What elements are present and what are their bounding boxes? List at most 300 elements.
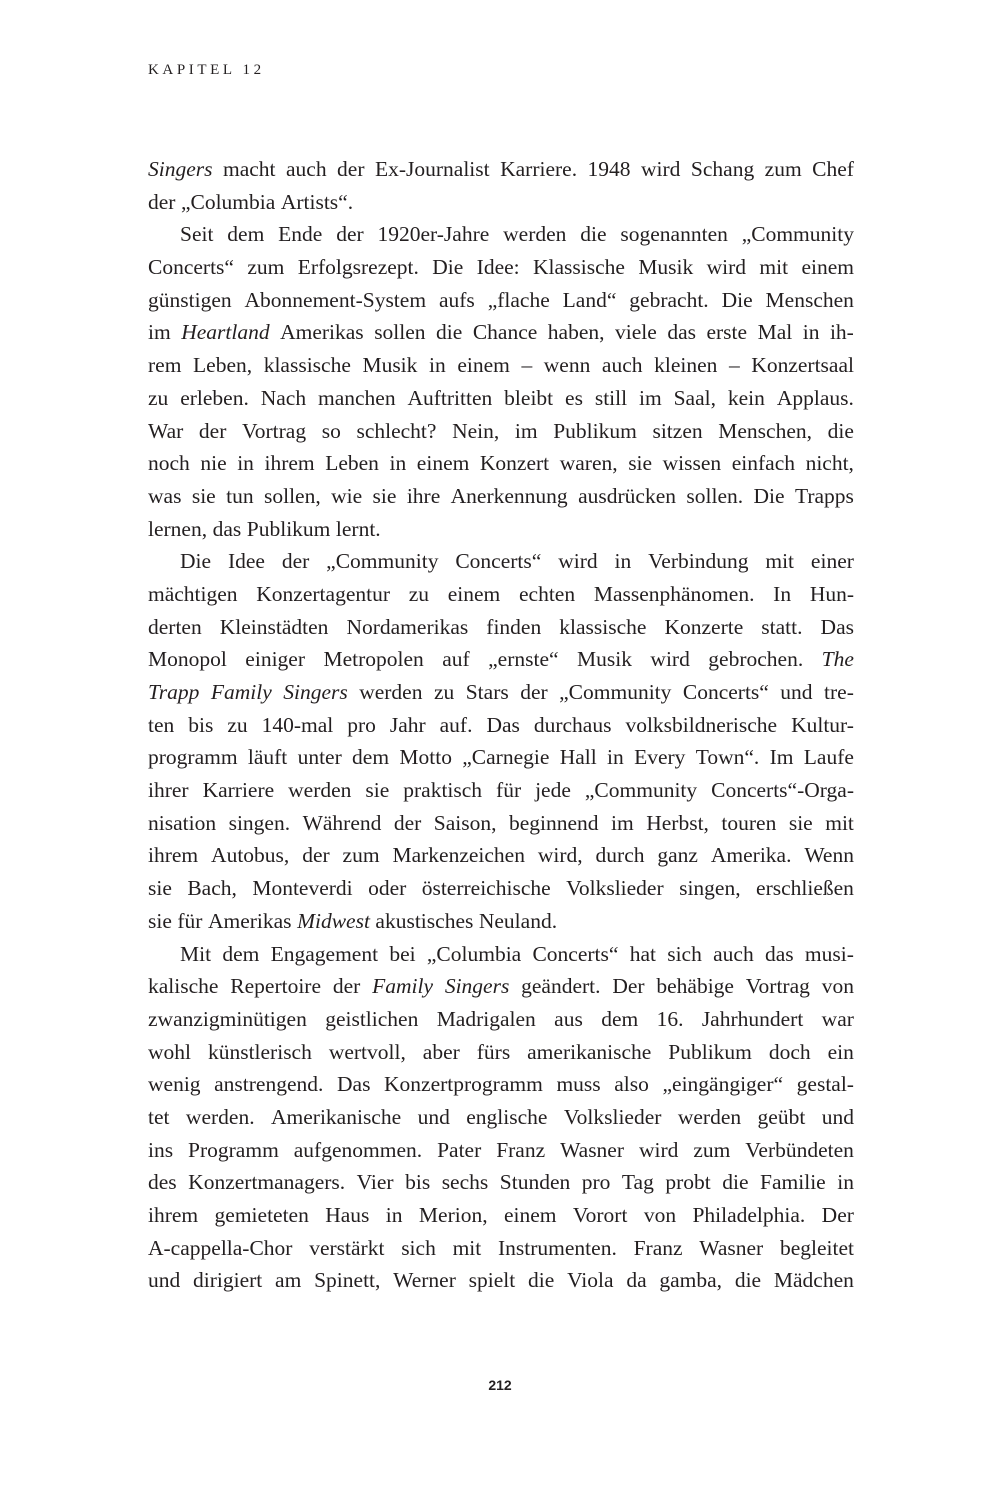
word: Verbündeten [745, 1137, 854, 1162]
word: ih- [829, 320, 854, 345]
word: ten [148, 712, 175, 737]
word: zum [764, 157, 802, 181]
word: so [321, 418, 341, 443]
word: behäbige [656, 974, 734, 999]
word: Viola [567, 1268, 614, 1293]
word: günstigen [148, 287, 232, 312]
word: ein [827, 1039, 854, 1064]
word: mit [759, 255, 789, 280]
word: Amerikas [207, 908, 292, 933]
word: Idee: [476, 255, 520, 280]
word: Franz [633, 1235, 683, 1260]
word: sollen [374, 320, 426, 345]
word: fürs [476, 1039, 511, 1064]
word: Ende [278, 222, 323, 247]
word: Die [721, 287, 753, 312]
word: Pater [437, 1137, 482, 1162]
word: Konzertagentur [256, 581, 390, 606]
word: Musik [638, 255, 694, 280]
text-line [148, 251, 854, 284]
word: Saison, [433, 810, 497, 835]
word: Instrumenten. [498, 1235, 617, 1260]
word: Publikum [246, 516, 331, 541]
word: der [281, 549, 310, 574]
word: verstärkt [309, 1235, 385, 1260]
word: Konzertprogramm [384, 1072, 543, 1097]
word: wie [331, 483, 363, 508]
word: die [827, 418, 854, 443]
word: der [198, 418, 227, 443]
word: Das [337, 1072, 371, 1097]
word: ihrem [148, 1203, 199, 1227]
word: durch [595, 843, 645, 868]
word: Bach, [187, 876, 237, 901]
text-line [148, 545, 854, 578]
word: sie [788, 810, 813, 835]
word: Publikum [668, 1039, 752, 1064]
word: Nordamerikas [346, 614, 469, 639]
word: Amerikanische [271, 1104, 402, 1129]
word: das [212, 516, 242, 541]
word: praktisch [403, 778, 483, 803]
word: das [764, 941, 794, 966]
word: wohl [148, 1039, 191, 1064]
word: der [332, 974, 361, 999]
word: die [722, 1170, 749, 1195]
word: in [614, 549, 632, 574]
word: wird [638, 1137, 679, 1162]
word: läuft [247, 745, 288, 770]
word: Der [821, 1203, 854, 1227]
word: ganz [657, 843, 698, 868]
word: dem [601, 1006, 639, 1031]
word: sechs [441, 1170, 489, 1195]
word: Mit [180, 941, 212, 966]
word: nicht, [805, 451, 854, 476]
text-line [148, 938, 854, 971]
word: dem [352, 745, 390, 770]
word: in [802, 320, 820, 345]
word: für [496, 778, 522, 803]
word: Applaus. [776, 385, 854, 410]
word: Auftritten [407, 385, 493, 410]
word: gamba, [659, 1268, 723, 1293]
word: Menschen, [718, 418, 812, 443]
word: aus [554, 1006, 583, 1031]
word: touren [721, 810, 777, 835]
word: sie [191, 483, 216, 508]
word: Herbst, [646, 810, 709, 835]
word: Stars [465, 680, 509, 704]
word: zum [342, 843, 380, 868]
word: auch [285, 157, 327, 181]
word: einem [447, 581, 501, 606]
word: waren, [559, 451, 618, 476]
word: beginnend [509, 810, 599, 835]
word: Philadelphia. [692, 1203, 806, 1227]
word: „Community [326, 549, 439, 574]
word: haben, [547, 320, 605, 345]
text-line [148, 415, 854, 448]
word: Die [432, 255, 464, 280]
word: Land“ [562, 287, 617, 312]
word: A-cappella-Chor [148, 1235, 293, 1260]
word: erste [706, 320, 748, 345]
word: Mädchen [773, 1268, 854, 1293]
word: wird [650, 647, 690, 672]
word: Singers [444, 974, 510, 999]
word: Amerika. [710, 843, 792, 868]
text-line [148, 1232, 854, 1265]
word: Konzert [479, 451, 550, 476]
word: auf [442, 647, 470, 672]
word: Idee [227, 549, 265, 574]
word: wertvoll, [328, 1039, 406, 1064]
text-line [148, 741, 854, 774]
word: sie [372, 483, 397, 508]
page-number: 212 [488, 1377, 512, 1393]
word: Vortrag [241, 418, 307, 443]
word: schlecht? [356, 418, 437, 443]
text-line [148, 1036, 854, 1069]
word: ihrem [264, 451, 315, 476]
word: also [614, 1072, 649, 1097]
word: Kultur- [791, 712, 854, 737]
word: zu [408, 581, 430, 606]
word: Autobus, [211, 843, 290, 868]
word: Midwest [297, 908, 370, 933]
word: Town“. [695, 745, 760, 770]
word: Vorort [572, 1203, 628, 1227]
word: Der [612, 974, 645, 999]
word: nisation [148, 810, 217, 835]
word: Concerts“ [532, 941, 619, 966]
word: manchen [317, 385, 396, 410]
word: im [639, 385, 662, 410]
word: sie [628, 451, 653, 476]
word: ausdrücken [578, 483, 676, 508]
word: dirigiert [193, 1268, 263, 1293]
word: „Community [741, 222, 854, 247]
word: wenig [148, 1072, 201, 1097]
text-line [148, 1134, 854, 1167]
word: in [607, 745, 624, 770]
word: Die [753, 483, 785, 508]
word: probt [665, 1170, 711, 1195]
text-line [148, 447, 854, 480]
word: still [594, 385, 628, 410]
word: lernt. [335, 516, 381, 541]
word: wird, [537, 843, 583, 868]
word: statt. [761, 614, 803, 639]
word: Trapps [794, 483, 854, 508]
word: derten [148, 614, 202, 639]
word: aufgenommen. [293, 1137, 423, 1162]
word: Menschen [765, 287, 854, 312]
word: Tag [621, 1170, 654, 1195]
word: 16. [656, 1006, 684, 1031]
word: einem [801, 255, 854, 280]
word: und [148, 1268, 181, 1293]
text-line [148, 218, 854, 251]
word: geändert. [521, 974, 601, 999]
text-line [148, 1068, 854, 1101]
word: ihrer [148, 778, 189, 803]
word: des [148, 1170, 177, 1195]
word: auch [713, 941, 754, 966]
word: erschließen [756, 876, 854, 901]
word: finden [486, 614, 542, 639]
word: in [429, 353, 446, 378]
word: durchaus [533, 712, 612, 737]
word: bis [188, 712, 214, 737]
word: Schang [690, 157, 755, 181]
word: aber [422, 1039, 460, 1064]
word: Trapp [148, 680, 200, 704]
word: einem [503, 1203, 557, 1227]
word: Massenphänomen. [593, 581, 755, 606]
text-line [148, 676, 854, 709]
word: werden [677, 1104, 742, 1129]
text-line [148, 316, 854, 349]
word: Hall [559, 745, 597, 770]
word: bleibt [504, 385, 554, 410]
word: war [821, 1006, 854, 1031]
word: Madrigalen [436, 1006, 536, 1031]
word: im [148, 320, 171, 345]
word: Das [486, 712, 520, 737]
word: erleben. [180, 385, 249, 410]
word: einem [416, 451, 470, 476]
word: Heartland [181, 320, 270, 345]
word: spielt [468, 1268, 516, 1293]
word: sie [365, 778, 390, 803]
word: einfach [731, 451, 795, 476]
word: gestal- [796, 1072, 854, 1097]
word: Verbindung [648, 549, 749, 574]
word: von [643, 1203, 677, 1227]
word: zu [227, 712, 248, 737]
word: am [275, 1268, 302, 1293]
word: der [302, 843, 330, 868]
word: Publikum [553, 418, 637, 443]
word: Motto [399, 745, 452, 770]
word: Neuland. [478, 908, 558, 933]
word: in [385, 1203, 403, 1227]
word: dem [222, 941, 260, 966]
word: für [177, 908, 203, 933]
word: zu [433, 680, 455, 704]
text-line [148, 970, 854, 1003]
word: werden [503, 222, 567, 247]
word: rem [148, 353, 182, 378]
word: doch [768, 1039, 811, 1064]
word: Concerts“ [682, 680, 769, 704]
word: Merion, [418, 1203, 488, 1227]
word: kein [727, 385, 765, 410]
word: einem [457, 353, 510, 378]
word: singen. [228, 810, 291, 835]
word: sie [148, 876, 172, 901]
word: österreichische [421, 876, 551, 901]
text-line [148, 1101, 854, 1134]
word: kalische [148, 974, 219, 999]
word: Das [820, 614, 854, 639]
word: „Community [584, 778, 698, 803]
word: sie [148, 908, 172, 933]
word: gebracht. [629, 287, 709, 312]
running-head: KAPITEL 12 [148, 62, 265, 78]
word: sich [401, 1235, 436, 1260]
word: Karriere [202, 778, 275, 803]
word: tet [148, 1104, 170, 1129]
word: die [734, 1268, 762, 1293]
word: pro [581, 1170, 611, 1195]
text-line [148, 611, 854, 644]
word: wenn [543, 353, 591, 378]
word: hat [629, 941, 656, 966]
word: Mal [757, 320, 793, 345]
word: programm [148, 745, 238, 770]
word: der [337, 157, 365, 181]
word: bei [389, 941, 416, 966]
word: tun [226, 483, 254, 508]
word: tre- [824, 680, 854, 704]
word: noch [148, 451, 190, 476]
word: „Community [559, 680, 672, 704]
word: Concerts“ [455, 549, 542, 574]
word: Engagement [270, 941, 379, 966]
word: Konzertsaal [751, 353, 854, 378]
text-line [148, 709, 854, 742]
word: Chef [812, 157, 854, 181]
word: Nein, [452, 418, 500, 443]
word: mit [825, 810, 854, 835]
text-line [148, 1264, 854, 1297]
word: von [821, 974, 854, 999]
word: Musik [577, 647, 632, 672]
word: zum [693, 1137, 731, 1162]
word: ihrem [148, 843, 199, 868]
text-line [148, 186, 854, 219]
word: Monteverdi [252, 876, 353, 901]
text-line [148, 905, 854, 938]
word: Die [180, 549, 212, 574]
word: gebrochen. [708, 647, 804, 672]
word: oder [368, 876, 407, 901]
word: Wasner [560, 1137, 625, 1162]
word: Karriere. [500, 157, 578, 181]
word: englische [466, 1104, 548, 1129]
word: Family [210, 680, 272, 704]
word: zu [148, 385, 169, 410]
word: muss [556, 1072, 601, 1097]
word: die [580, 222, 607, 247]
word: im [611, 810, 634, 835]
word: pro [347, 712, 376, 737]
word: Singers [148, 157, 213, 181]
word: wird [558, 549, 598, 574]
word: Musik [362, 353, 418, 378]
word: Metropolen [323, 647, 424, 672]
word: 1920er-Jahre [377, 222, 490, 247]
word: Jahr [389, 712, 426, 737]
word: Vier [356, 1170, 394, 1195]
word: wird [706, 255, 747, 280]
word: dem [227, 222, 265, 247]
word: Erfolgsrezept. [297, 255, 419, 280]
word: aufs [438, 287, 475, 312]
word: viele [615, 320, 657, 345]
body-text [148, 153, 854, 1297]
text-line [148, 513, 854, 546]
word: zum [247, 255, 285, 280]
word: bis [405, 1170, 431, 1195]
word: Markenzeichen [392, 843, 525, 868]
word: sitzen [652, 418, 703, 443]
word: künstlerisch [207, 1039, 312, 1064]
word: – [521, 353, 533, 378]
word: sogenannten [620, 222, 728, 247]
word: werden. [185, 1104, 255, 1129]
word: Klassische [533, 255, 625, 280]
word: der [393, 810, 422, 835]
word: Leben [325, 451, 379, 476]
word: Abonnement-System [244, 287, 427, 312]
word: im [514, 418, 538, 443]
word: Konzerte [664, 614, 744, 639]
word: und [821, 1104, 854, 1129]
word: klassische [263, 353, 351, 378]
word: „Carnegie [462, 745, 550, 770]
word: ins [148, 1137, 174, 1162]
word: „ernste“ [488, 647, 559, 672]
word: musi- [804, 941, 854, 966]
word: Spinett, [314, 1268, 381, 1293]
text-line [148, 1003, 854, 1036]
word: Jahrhundert [701, 1006, 804, 1031]
word: nie [200, 451, 227, 476]
word: in [837, 1170, 854, 1195]
text-line [148, 153, 854, 186]
word: und [780, 680, 813, 704]
word: begleitet [779, 1235, 854, 1260]
word: sich [667, 941, 702, 966]
word: Chance [472, 320, 538, 345]
word: auch [601, 353, 643, 378]
word: Während [302, 810, 382, 835]
word: Every [634, 745, 686, 770]
word: Artists“. [280, 189, 354, 214]
text-line [148, 284, 854, 317]
word: „Columbia [426, 941, 522, 966]
word: anstrengend. [214, 1072, 324, 1097]
word: Im [769, 745, 794, 770]
word: Hun- [809, 581, 854, 606]
word: Kleinstädten [219, 614, 329, 639]
word: Singers [283, 680, 348, 704]
word: Concerts“ [148, 255, 234, 280]
word: geistlichen [325, 1006, 419, 1031]
word: ihre [406, 483, 441, 508]
word: in [389, 451, 407, 476]
word: sollen. [686, 483, 744, 508]
word: mächtigen [148, 581, 238, 606]
word: singen, [679, 876, 741, 901]
word: „eingängiger“ [662, 1072, 784, 1097]
word: echten [519, 581, 576, 606]
word: lernen, [148, 516, 208, 541]
